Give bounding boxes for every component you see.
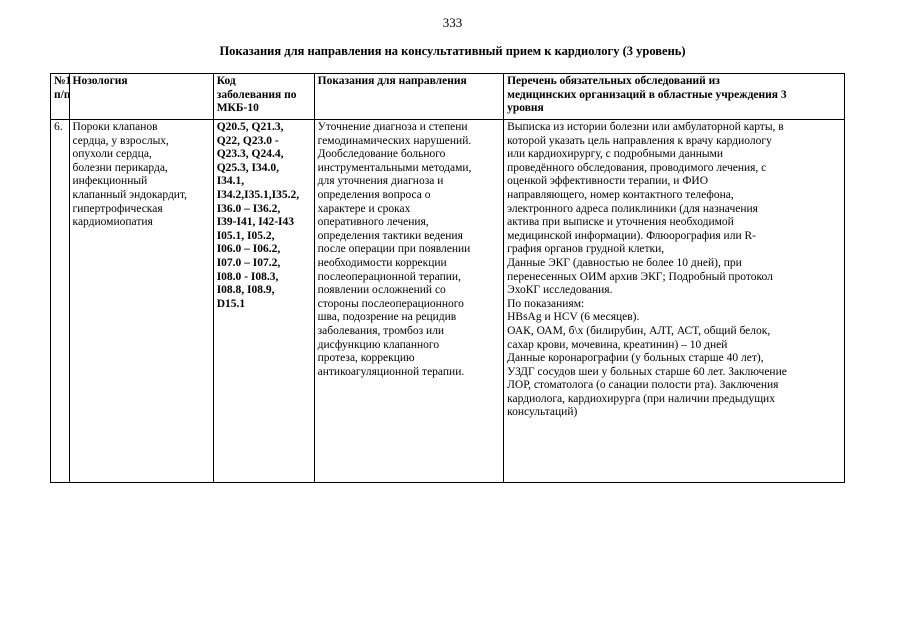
text-line: Q20.5, Q21.3, — [216, 121, 284, 133]
text-line: I06.0 – I06.2, — [216, 243, 281, 256]
table-row — [51, 120, 845, 483]
text-line: I08.8, I08.9, — [216, 284, 275, 297]
text-line: Показания для направления — [317, 75, 467, 87]
text-line: МКБ-10 — [216, 102, 259, 115]
text-line: ЛОР, стоматолога (о санации полости рта). Заключения — [507, 379, 779, 392]
row-required-exams — [504, 120, 845, 483]
text-line: п/п — [54, 88, 71, 101]
text-line: Код — [216, 75, 236, 87]
text-line: По показаниям: — [507, 297, 585, 310]
text-line: определения вопроса о — [317, 188, 431, 201]
text-line: перенесенных ОИМ архив ЭКГ; Подробный протокол — [507, 270, 773, 283]
text-line: оперативного лечения, — [317, 216, 429, 229]
text-line: протеза, коррекцию — [317, 352, 415, 365]
text-line: I39-I41, I42-I43 — [216, 216, 295, 229]
text-line: гипертрофическая — [72, 202, 163, 215]
text-line: HBsAg и HCV (6 месяцев). — [507, 311, 640, 324]
text-line: определения тактики ведения — [317, 229, 463, 242]
text-line: Уточнение диагноза и степени — [317, 121, 468, 133]
text-line: опухоли сердца, — [72, 148, 152, 161]
text-line: медицинской информации). Флюорография или R- — [507, 229, 756, 242]
text-line: Дообследование больного — [317, 148, 446, 161]
text-line: электронного адреса поликлиники (для назначения — [507, 202, 758, 215]
page-number: 333 — [442, 15, 463, 30]
row-indications — [314, 120, 503, 483]
text-line: характере и сроках — [317, 202, 411, 215]
text-line: Данные ЭКГ (давностью не более 10 дней), при — [507, 256, 742, 269]
text-line: шва, подозрение на рецидив — [317, 311, 457, 324]
text-line: для уточнения диагноза и — [317, 175, 444, 188]
text-line: инструментальными методами, — [317, 161, 472, 174]
text-line: D15.1 — [216, 297, 246, 310]
text-line: консультаций) — [507, 406, 578, 419]
text-line: инфекционный — [72, 175, 148, 188]
text-line: направляющего, номер контактного телефона, — [507, 188, 734, 201]
text-line: антикоагуляционной терапии. — [317, 365, 465, 378]
text-line: которой указать цель направления к врачу кардиологу — [507, 134, 772, 147]
text-line: болезни перикарда, — [72, 161, 168, 174]
text-line: Выписка из истории болезни или амбулаторной карты, в — [507, 121, 784, 133]
header-indications — [314, 74, 503, 120]
text-line: сахар крови, мочевина, креатинин) – 10 дней — [507, 338, 728, 351]
text-line: актива при выписке и уточнения необходимой — [507, 216, 734, 229]
text-line: послеоперационной терапии, — [317, 270, 461, 283]
text-line: кардиолога, кардиохирурга (при наличии предыдущих — [507, 392, 775, 405]
text-line: заболевания, тромбоз или — [317, 324, 445, 337]
table-header-row — [51, 74, 845, 120]
text-line: Q23.3, Q24.4, — [216, 148, 284, 161]
text-line: ОАК, ОАМ, б\х (билирубин, АЛТ, АСТ, общий белок, — [507, 324, 771, 337]
text-line: ЭхоКГ исследования. — [507, 284, 613, 297]
text-line: проведённого обследования, проводимого лечения, с — [507, 161, 767, 174]
text-line: оценкой эффективности терапии, и ФИО — [507, 175, 709, 188]
text-line: I34.2,I35.1,I35.2, — [216, 188, 300, 201]
text-line: I34.1, — [216, 175, 245, 188]
text-line: сердца, у взрослых, — [72, 134, 169, 147]
text-line: I36.0 – I36.2, — [216, 202, 281, 215]
text-line: Q22, Q23.0 - — [216, 134, 279, 147]
header-number — [51, 74, 70, 120]
text-line: необходимости коррекции — [317, 256, 447, 269]
text-line: графия органов грудной клетки, — [507, 243, 665, 256]
text-line: стороны послеоперационного — [317, 297, 464, 310]
document-title: Показания для направления на консультативный прием к кардиологу (3 уровень) — [219, 44, 686, 58]
text-line: появлении осложнений со — [317, 284, 446, 297]
header-nosology — [69, 74, 213, 120]
text-line: №1 — [54, 75, 72, 87]
text-line: I05.1, I05.2, — [216, 229, 275, 242]
text-line: клапанный эндокардит, — [72, 188, 187, 201]
text-line: или кардиохирургу, с подробными данными — [507, 148, 724, 161]
text-line: I08.0 - I08.3, — [216, 270, 279, 283]
text-line: после операции при появлении — [317, 243, 471, 256]
text-line: Пороки клапанов — [72, 121, 158, 133]
text-line: Q25.3, I34.0, — [216, 161, 279, 174]
text-line: дисфункцию клапанного — [317, 338, 440, 351]
text-line: Нозология — [72, 75, 128, 87]
referral-table — [50, 73, 845, 483]
row-nosology — [69, 120, 213, 483]
text-line: I07.0 – I07.2, — [216, 256, 281, 269]
text-line: кардиомиопатия — [72, 216, 153, 229]
text-line: Перечень обязательных обследований из — [507, 75, 720, 87]
text-line: заболевания по — [216, 88, 297, 101]
header-icd-code — [213, 74, 314, 120]
header-required-exams — [504, 74, 845, 120]
text-line: уровня — [507, 102, 544, 115]
text-line: гемодинамических нарушений. — [317, 134, 472, 147]
text-line: медицинских организаций в областные учреждения 3 — [507, 88, 787, 101]
row-number: 6. — [51, 120, 70, 483]
row-icd-codes — [213, 120, 314, 483]
text-line: УЗДГ сосудов шеи у больных старше 60 лет. Заключение — [507, 365, 787, 378]
text-line: Данные коронарографии (у больных старше 40 лет), — [507, 352, 764, 365]
